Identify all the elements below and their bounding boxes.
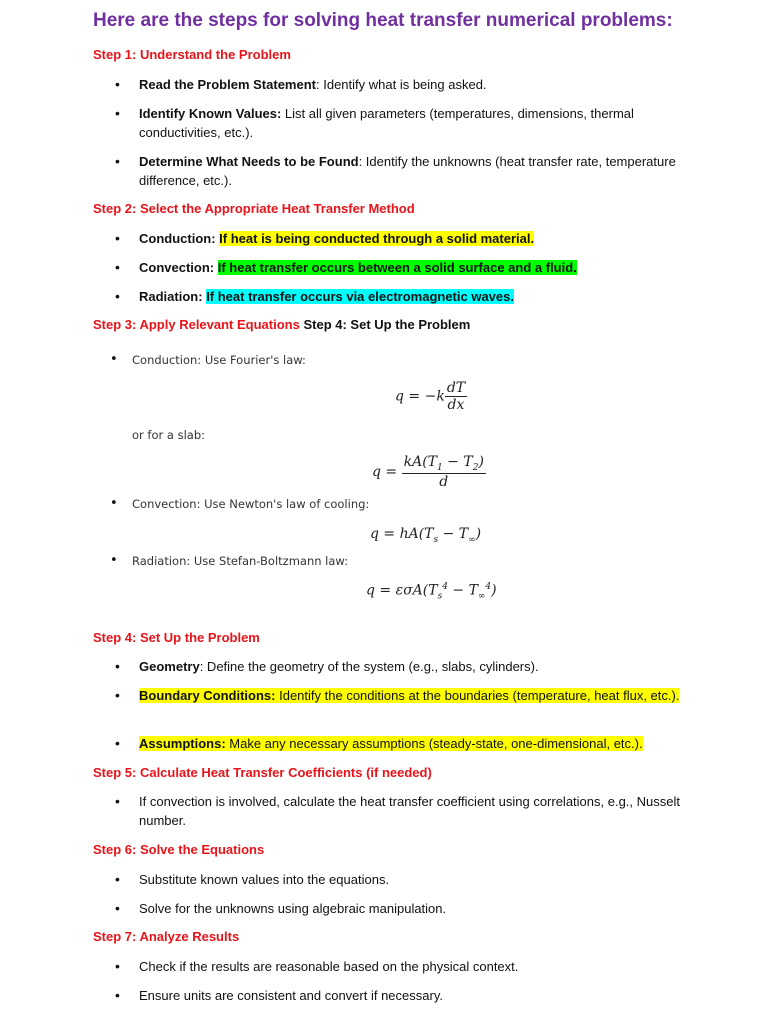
list-item: • Radiation: If heat transfer occurs via electromagnetic waves. — [139, 287, 699, 306]
slab-equation: q = $\frac{kA(T_1 - T_2)}{d}$ — [372, 454, 484, 490]
newton-cooling-equation: $q = hA(T_s - T_\infty)$ — [370, 526, 482, 545]
step6-heading: Step 6: Solve the Equations — [93, 842, 265, 857]
step4-heading: Step 4: Set Up the Problem — [93, 630, 260, 645]
page-title: Here are the steps for solving heat transfer numerical problems: — [93, 10, 673, 31]
fourier-law-equation: q = −k $\frac{dT}{dx}$ — [395, 380, 466, 413]
list-item: • If convection is involved, calculate the heat transfer coefficient using correlations, e.g., Nusselt number. — [139, 792, 699, 830]
list-item: • Conduction: If heat is being conducted through a solid material. — [139, 229, 699, 248]
list-item: • Radiation: Use Stefan-Boltzmann law: — [132, 554, 348, 568]
step7-heading: Step 7: Analyze Results — [93, 929, 240, 944]
list-item: • Conduction: Use Fourier's law: — [132, 353, 306, 367]
stefan-boltzmann-equation: $q = \varepsilon\sigma A(T_s^4 - T_\infty^4)$ — [366, 582, 497, 602]
highlighted-text: If heat is being conducted through a solid material. — [219, 231, 535, 246]
step5-heading: Step 5: Calculate Heat Transfer Coefficients (if needed) — [93, 765, 432, 780]
step2-heading: Step 2: Select the Appropriate Heat Transfer Method — [93, 201, 415, 216]
list-item: • Convection: Use Newton's law of cooling: — [132, 497, 369, 511]
list-item: • Ensure units are consistent and convert if necessary. — [139, 986, 699, 1005]
step3-heading: Step 3: Apply Relevant Equations Step 4: Set Up the Problem — [93, 317, 471, 332]
highlighted-text: If heat transfer occurs via electromagnetic waves. — [206, 289, 514, 304]
step1-heading: Step 1: Understand the Problem — [93, 47, 291, 62]
list-item: • Read the Problem Statement: Identify what is being asked. — [139, 75, 699, 94]
list-item: • Assumptions: Make any necessary assumptions (steady-state, one-dimensional, etc.). — [139, 734, 699, 753]
slab-text: or for a slab: — [132, 428, 205, 442]
list-item: • Identify Known Values: List all given parameters (temperatures, dimensions, thermal conductivities, etc.). — [139, 104, 699, 142]
list-item: • Substitute known values into the equations. — [139, 870, 699, 889]
list-item: • Determine What Needs to be Found: Identify the unknowns (heat transfer rate, temperature difference, etc.). — [139, 152, 699, 190]
step3-inline-heading: Step 4: Set Up the Problem — [303, 317, 471, 332]
list-item: • Geometry: Define the geometry of the system (e.g., slabs, cylinders). — [139, 657, 699, 676]
list-item: • Convection: If heat transfer occurs between a solid surface and a fluid. — [139, 258, 699, 277]
highlighted-text: If heat transfer occurs between a solid surface and a fluid. — [217, 260, 577, 275]
list-item: • Check if the results are reasonable based on the physical context. — [139, 957, 699, 976]
list-item: • Boundary Conditions: Identify the conditions at the boundaries (temperature, heat flux, etc.). — [139, 686, 699, 705]
list-item: • Solve for the unknowns using algebraic manipulation. — [139, 899, 699, 918]
